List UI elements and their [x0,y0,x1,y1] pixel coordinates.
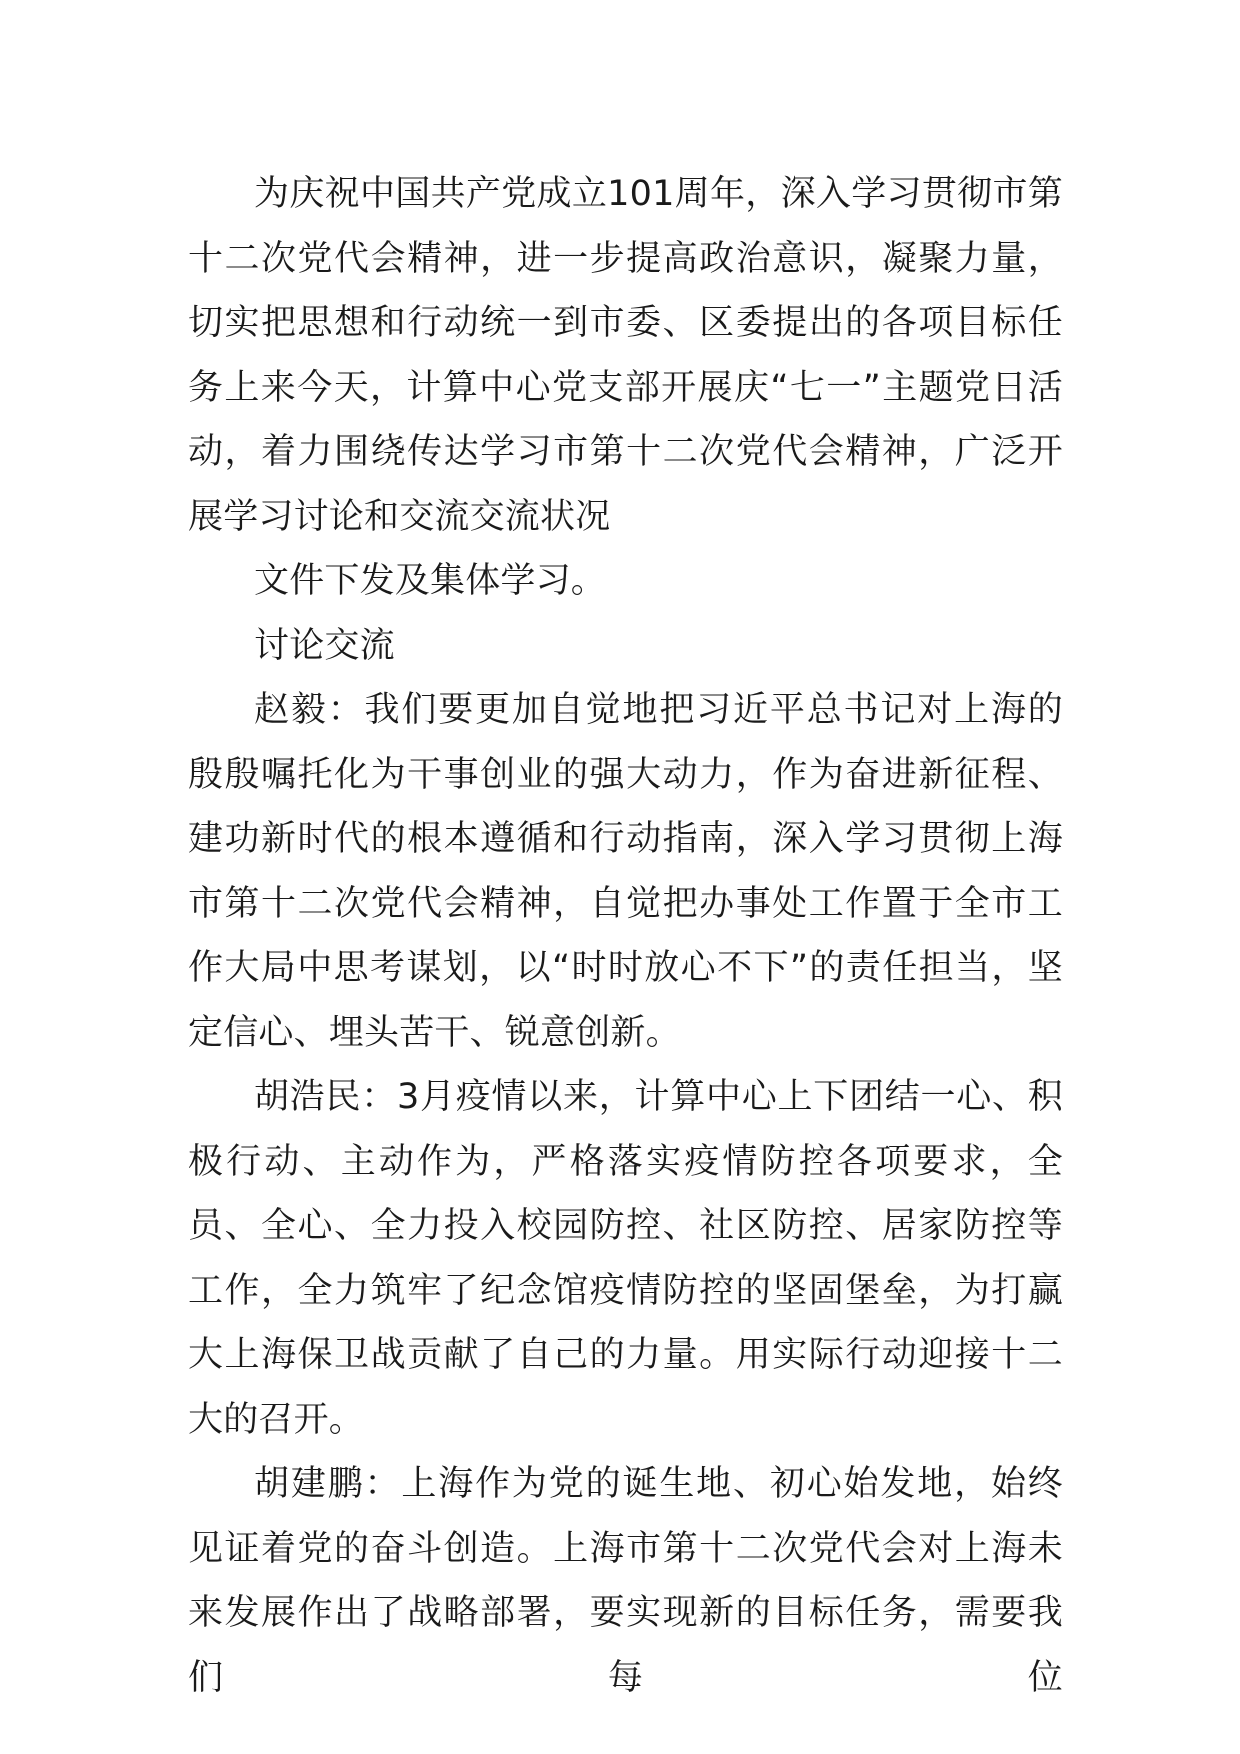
paragraph-hu-jianpeng: 胡建鹏：上海作为党的诞生地、初心始发地，始终见证着党的奋斗创造。上海市第十二次党代会对上海未来发展作出了战略部署，要实现新的目标任务，需要我们每位 [188,1464,1063,1698]
paragraph-hu-haomin: 胡浩民：3月疫情以来，计算中心上下团结一心、积极行动、主动作为，严格落实疫情防控各项要求，全员、全心、全力投入校园防控、社区防控、居家防控等工作，全力筑牢了纪念馆疫情防控的坚固堡垒，为打赢大上海保卫战贡献了自己的力量。用实际行动迎接十二大的召开。 [188,1077,1063,1440]
paragraph-intro: 为庆祝中国共产党成立101周年，深入学习贯彻市第十二次党代会精神，进一步提高政治意识，凝聚力量，切实把思想和行动统一到市委、区委提出的各项目标任务上来今天，计算中心党支部开展庆“七一”主题党日活动，着力围绕传达学习市第十二次党代会精神，广泛开展学习讨论和交流交流状况 [188,174,1063,537]
paragraph-discussion-heading: 讨论交流 [254,625,395,666]
document-body [188,162,1063,1710]
paragraph-file-study: 文件下发及集体学习。 [254,561,607,601]
paragraph-zhao-yi: 赵毅：我们要更加自觉地把习近平总书记对上海的殷殷嘱托化为干事创业的强大动力，作为奋进新征程、建功新时代的根本遵循和行动指南，深入学习贯彻上海市第十二次党代会精神，自觉把办事处工作置于全市工作大局中思考谋划，以“时时放心不下”的责任担当，坚定信心、埋头苦干、锐意创新。 [188,690,1063,1053]
